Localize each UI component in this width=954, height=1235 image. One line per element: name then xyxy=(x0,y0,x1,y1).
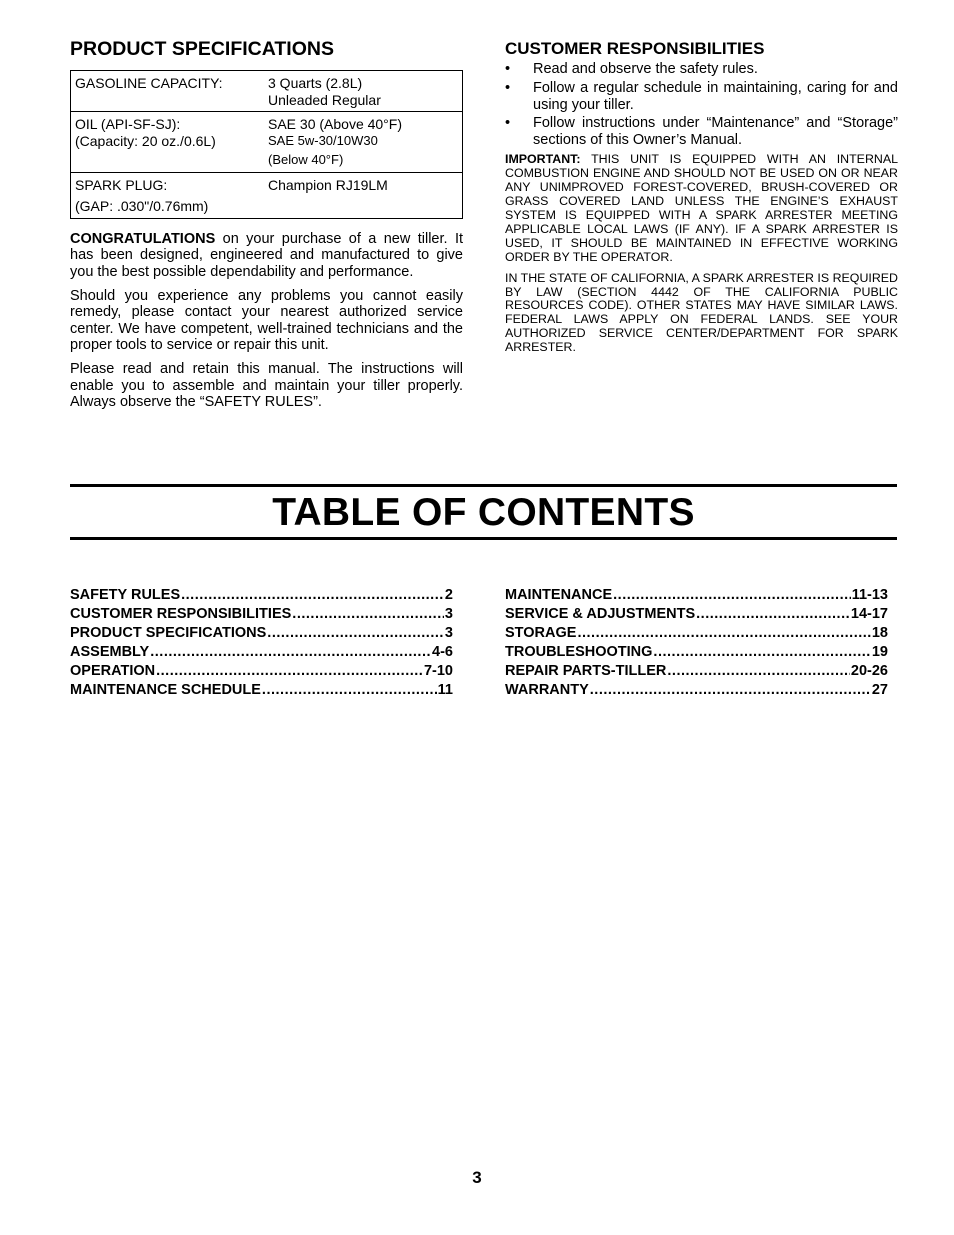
left-column xyxy=(70,38,463,418)
leader-dots xyxy=(181,586,444,605)
bullet-icon: • xyxy=(505,61,511,78)
toc-entry-repair-parts-tiller[interactable]: REPAIR PARTS-TILLER ..... 20-26 xyxy=(505,662,888,681)
leader-dots xyxy=(577,624,870,643)
table-row xyxy=(71,112,463,173)
list-item: • Follow instructions under “Maintenance” and “Storage” sections of this Owner’s Manual. xyxy=(505,115,898,148)
leader-dots xyxy=(653,643,870,662)
spec-label-gasoline: GASOLINE CAPACITY: xyxy=(71,71,261,112)
customer-responsibilities-heading: CUSTOMER RESPONSIBILITIES xyxy=(505,39,765,58)
table-row xyxy=(71,71,463,112)
spec-value-oil: SAE 30 (Above 40°F) SAE 5w-30/10W30 (Below 40°F) xyxy=(260,112,463,173)
leader-dots xyxy=(613,586,851,605)
product-specifications-heading: PRODUCT SPECIFICATIONS xyxy=(70,38,334,60)
toc-entry-operation[interactable]: OPERATION ..... 7-10 xyxy=(70,662,453,681)
list-item: • Follow a regular schedule in maintaining, caring for and using your tiller. xyxy=(505,79,898,113)
congratulations-paragraph: CONGRATULATIONS on your purchase of a new tiller. It has been designed, engineered and manufactured to give you the best possible dependability and performance. xyxy=(70,230,463,281)
spec-label-oil: OIL (API-SF-SJ): (Capacity: 20 oz./0.6L) xyxy=(71,112,261,173)
responsibilities-list xyxy=(505,61,898,148)
leader-dots xyxy=(696,605,850,624)
toc-title: TABLE OF CONTENTS xyxy=(272,491,695,534)
toc-entry-maintenance[interactable]: MAINTENANCE ..... 11-13 xyxy=(505,586,888,605)
table-row xyxy=(71,172,463,218)
toc-bottom-rule xyxy=(70,537,897,540)
spec-value-spark-plug: Champion RJ19LM xyxy=(260,172,463,218)
toc-entry-maintenance-schedule[interactable]: MAINTENANCE SCHEDULE ..... 11 xyxy=(70,681,453,700)
toc-entry-customer-responsibilities[interactable]: CUSTOMER RESPONSIBILITIES ..... 3 xyxy=(70,605,453,624)
toc-entry-storage[interactable]: STORAGE ..... 18 xyxy=(505,624,888,643)
toc-entry-safety-rules[interactable]: SAFETY RULES ..... 2 xyxy=(70,586,453,605)
list-item: • Read and observe the safety rules. xyxy=(505,61,758,78)
important-notice: IMPORTANT: THIS UNIT IS EQUIPPED WITH AN INTERNAL COMBUSTION ENGINE AND SHOULD NOT BE USED ON OR NEAR ANY UNIMPROVED FOREST-COVERED, BRUSH-COVERED OR GRASS COVERED LAND UNLESS THE ENGINE’S EXHAUST SYSTEM IS EQUIPPED WITH A SPARK ARRESTER MEETING APPLICABLE LOCAL LAWS (IF ANY). IF A SPARK ARRESTER IS USED, IT SHOULD BE MAINTAINED IN EFFECTIVE WORKING ORDER BY THE OPERATOR. xyxy=(505,152,898,264)
toc-entry-product-specifications[interactable]: PRODUCT SPECIFICATIONS ..... 3 xyxy=(70,624,453,643)
page-number: 3 xyxy=(472,1168,482,1187)
bullet-icon: • xyxy=(505,115,511,132)
bullet-icon: • xyxy=(505,79,511,96)
leader-dots xyxy=(150,643,431,662)
leader-dots xyxy=(262,681,437,700)
leader-dots xyxy=(590,681,871,700)
spec-label-spark-plug: SPARK PLUG: (GAP: .030"/0.76mm) xyxy=(71,172,261,218)
toc-entry-service-adjustments[interactable]: SERVICE & ADJUSTMENTS ..... 14-17 xyxy=(505,605,888,624)
specifications-table xyxy=(70,70,463,219)
leader-dots xyxy=(667,662,850,681)
retain-manual-paragraph: Please read and retain this manual. The instructions will enable you to assemble and maintain your tiller properly. Always observe the “SAFETY RULES”. xyxy=(70,361,463,411)
support-paragraph: Should you experience any problems you cannot easily remedy, please contact your nearest authorized service center. We have competent, well-trained technicians and the proper tools to service or repair this unit. xyxy=(70,287,463,354)
leader-dots xyxy=(267,624,444,643)
toc-entry-assembly[interactable]: ASSEMBLY ..... 4-6 xyxy=(70,643,453,662)
spec-value-gasoline: 3 Quarts (2.8L) Unleaded Regular xyxy=(260,71,463,112)
toc-top-rule xyxy=(70,484,897,487)
leader-dots xyxy=(156,662,423,681)
toc-right-column xyxy=(505,586,888,700)
leader-dots xyxy=(292,605,444,624)
california-notice: IN THE STATE OF CALIFORNIA, A SPARK ARRESTER IS REQUIRED BY LAW (SECTION 4442 OF THE CALIFORNIA PUBLIC RESOURCES CODE). OTHER STATES MAY HAVE SIMILAR LAWS. FEDERAL LAWS APPLY ON FEDERAL LANDS. SEE YOUR AUTHORIZED SERVICE CENTER/DEPARTMENT FOR SPARK ARRESTER. xyxy=(505,270,898,355)
toc-left-column xyxy=(70,586,453,700)
right-column xyxy=(505,38,898,362)
toc-entry-troubleshooting[interactable]: TROUBLESHOOTING ..... 19 xyxy=(505,643,888,662)
toc-entry-warranty[interactable]: WARRANTY ..... 27 xyxy=(505,681,888,700)
